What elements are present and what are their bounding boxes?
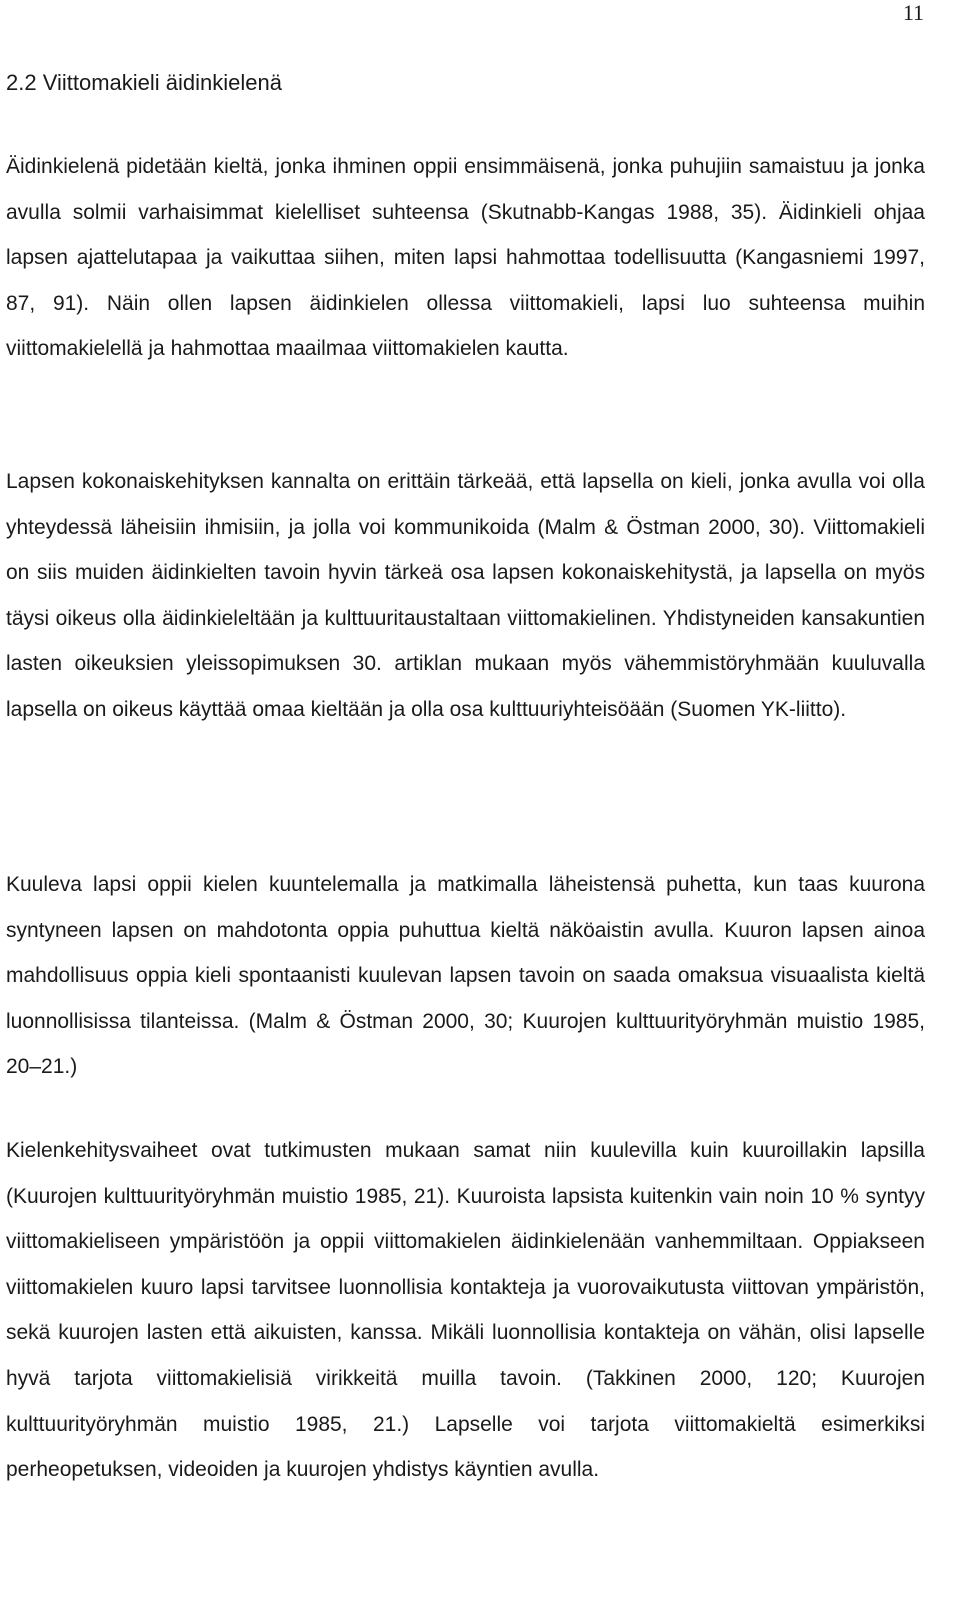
paragraph-mother-tongue-definition: Äidinkielenä pidetään kieltä, jonka ihminen oppii ensimmäisenä, jonka puhujiin samaistuu ja jonka avulla solmii varhaisimmat kielelliset suhteensa (Skutnabb-Kangas 1988, 35). Äidinkieli ohjaa lapsen ajattelutapaa ja vaikuttaa siihen, miten lapsi hahmottaa todellisuutta (Kangasniemi 1997, 87, 91). Näin ollen lapsen äidinkielen ollessa viittomakieli, lapsi luo suhteensa muihin viittomakielellä ja hahmottaa maailmaa viittomakielen kautta. [6, 155, 925, 361]
paragraph-language-development-stages: Kielenkehitysvaiheet ovat tutkimusten mukaan samat niin kuulevilla kuin kuuroillakin lapsilla (Kuurojen kulttuurityöryhmän muistio 1985, 21). Kuuroista lapsista kuitenkin vain noin 10 % syntyy viittomakieliseen ympäristöön ja oppii viittomakielen äidinkielenään vanhemmiltaan. Oppiakseen viittomakielen kuuro lapsi tarvitsee luonnollisia kontakteja ja vuorovaikutusta viittovan ympäristön, sekä kuurojen lasten että aikuisten, kanssa. Mikäli luonnollisia kontakteja on vähän, olisi lapselle hyvä tarjota viittomakielisiä virikkeitä muilla tavoin. (Takkinen 2000, 120; Kuurojen kulttuurityöryhmän muistio 1985, 21.) Lapselle voi tarjota viittomakieltä esimerkiksi perheopetuksen, videoiden ja kuurojen yhdistys käyntien avulla. [6, 1139, 925, 1482]
section-heading: 2.2 Viittomakieli äidinkielenä [6, 70, 282, 95]
paragraph-overall-development: Lapsen kokonaiskehityksen kannalta on erittäin tärkeää, että lapsella on kieli, jonka avulla voi olla yhteydessä läheisiin ihmisiin, ja jolla voi kommunikoida (Malm & Östman 2000, 30). Viittomakieli on siis muiden äidinkielten tavoin hyvin tärkeä osa lapsen kokonaiskehitystä, ja lapsella on myös täysi oikeus olla äidinkieleltään ja kulttuuritaustaltaan viittomakielinen. Yhdistyneiden kansakuntien lasten oikeuksien yleissopimuksen 30. artiklan mukaan myös vähemmistöryhmään kuuluvalla lapsella on oikeus käyttää omaa kieltään ja olla osa kulttuuriyhteisöään (Suomen YK-liitto). [6, 470, 925, 721]
paragraph-hearing-vs-deaf-learning: Kuuleva lapsi oppii kielen kuuntelemalla ja matkimalla läheistensä puhetta, kun taas kuurona syntyneen lapsen on mahdotonta oppia puhuttua kieltä näköaistin avulla. Kuuron lapsen ainoa mahdollisuus oppia kieli spontaanisti kuulevan lapsen tavoin on saada omaksua visuaalista kieltä luonnollisissa tilanteissa. (Malm & Östman 2000, 30; Kuurojen kulttuurityöryhmän muistio 1985, 20–21.) [6, 873, 925, 1079]
page-number: 11 [902, 0, 924, 25]
